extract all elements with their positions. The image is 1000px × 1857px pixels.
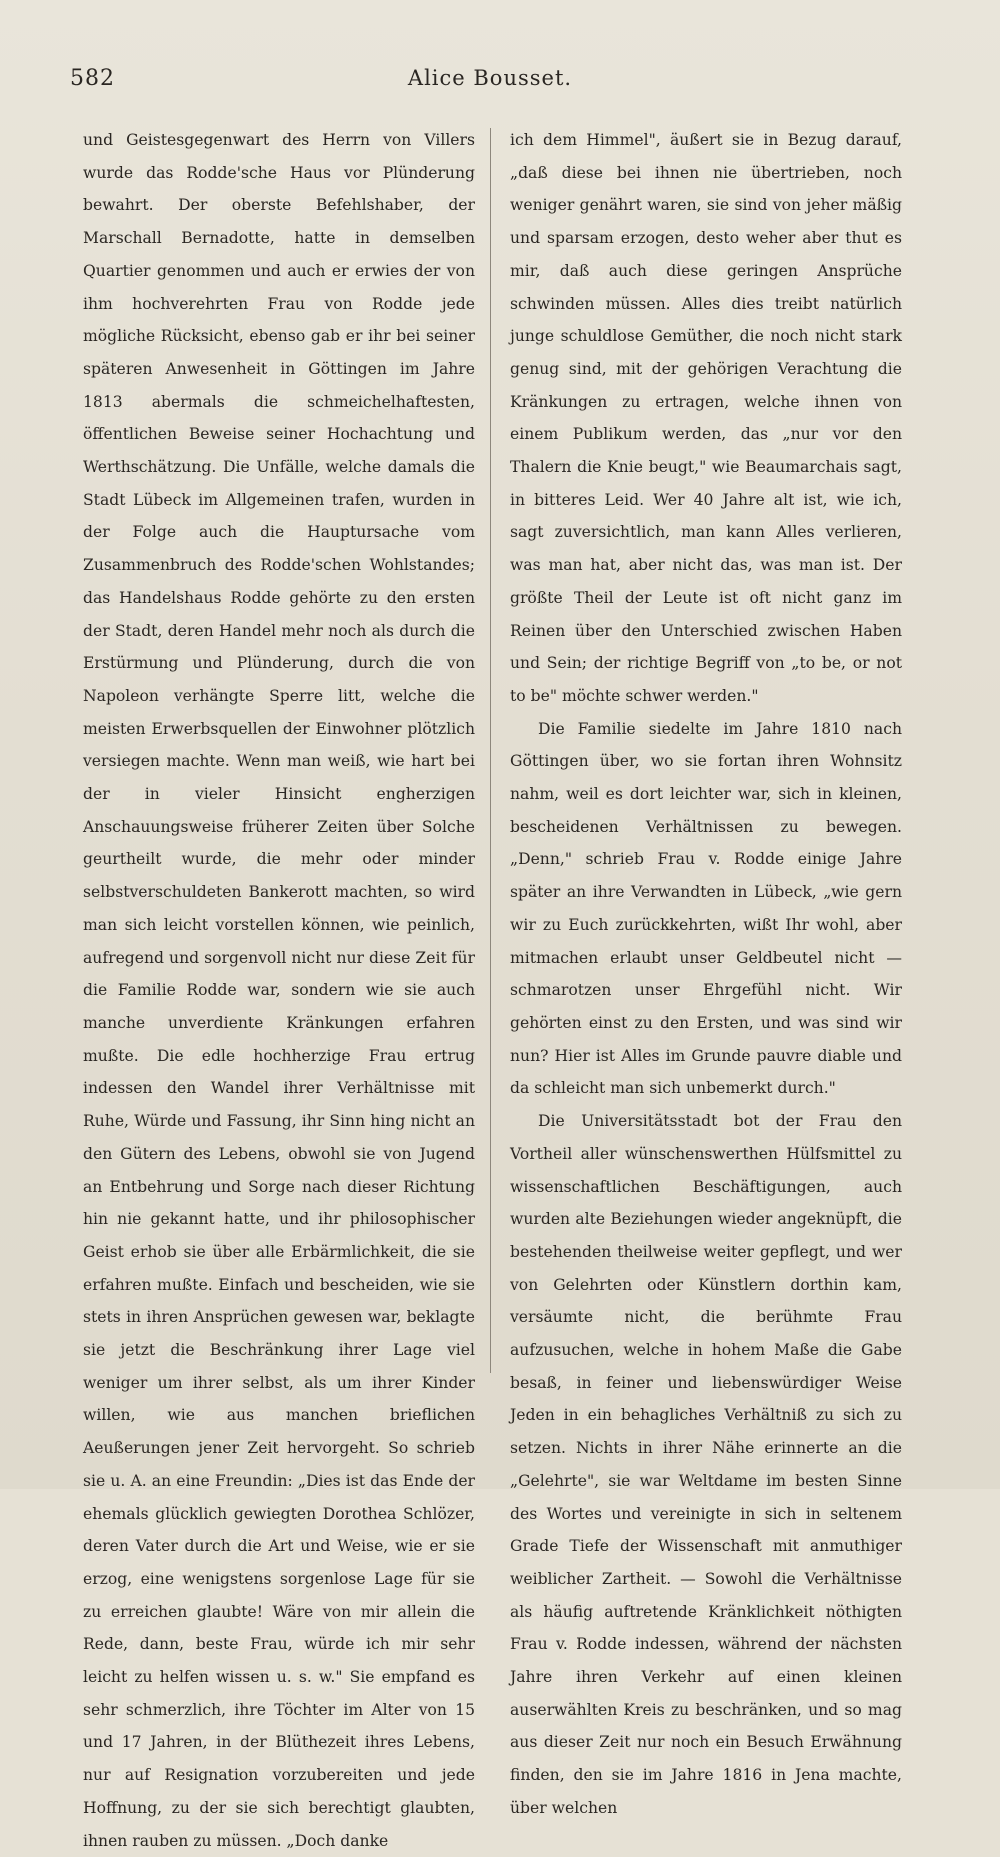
paragraph: und Geistesgegenwart des Herrn von Villers wurde das Rodde'sche Haus vor Plünderung bewahrt. Der oberste Befehlshaber, der Marschall Bernadotte, hatte in demselben Quartier genommen und auch er erwies der von ihm hochverehrten Frau von Rodde jede mögliche Rücksicht, ebenso gab er ihr bei seiner späteren Anwesenheit in Göttingen im Jahre 1813 abermals die schmeichelhaftesten, öffentlichen Beweise seiner Hochachtung und Werthschätzung. Die Unfälle, welche damals die Stadt Lübeck im Allgemeinen trafen, wurden in der Folge auch die Hauptursache vom Zusammenbruch des Rodde'schen Wohlstandes; das Handelshaus Rodde gehörte zu den ersten der Stadt, deren Handel mehr noch als durch die Erstürmung und Plünderung, durch die von Napoleon verhängte Sperre litt, welche die meisten Erwerbsquellen der Einwohner plötzlich versiegen machte. Wenn man weiß, wie hart bei der in vieler Hinsicht engherzigen Anschauungsweise früherer Zeiten über Solche geurtheilt wurde, die mehr oder minder selbstverschuldeten Bankerott machten, so wird man sich leicht vorstellen können, wie peinlich, aufregend und sorgenvoll nicht nur diese Zeit für die Familie Rodde war, sondern wie sie auch manche unverdiente Kränkungen erfahren mußte. Die edle hochherzige Frau ertrug indessen den Wandel ihrer Verhältnisse mit Ruhe, Würde und Fassung, ihr Sinn hing nicht an den Gütern des Lebens, obwohl sie von Jugend an Entbehrung und Sorge nach dieser Richtung hin nie gekannt hatte, und ihr philosophischer Geist erhob sie über alle Erbärmlichkeit, die sie erfahren mußte. Einfach und bescheiden, wie sie stets in ihren Ansprüchen gewesen war, beklagte sie jetzt die Beschränkung ihrer Lage viel weniger um ihrer selbst, als um ihrer Kinder willen, wie aus manchen brieflichen Aeußerungen jener Zeit hervorgeht. So schrieb sie u. A. an eine Freundin: „Dies ist das Ende der ehemals glücklich gewiegten Dorothea Schlözer, deren Vater durch die Art und Weise, wie er sie erzog, eine wenigstens sorgenlose Lage für sie zu erreichen glaubte! Wäre von mir allein die Rede, dann, beste Frau, würde ich mir sehr leicht zu helfen wissen u. s. w." Sie empfand es sehr schmerzlich, ihre Töchter im Alter von 15 und 17 Jahren, in der Blüthezeit ihres Lebens, nur auf Resignation vorzubereiten und jede Hoffnung, zu der sie sich berechtigt glaubten, ihnen rauben zu müssen. „Doch danke [83,131,475,1850]
paragraph: Die Familie siedelte im Jahre 1810 nach Göttingen über, wo sie fortan ihren Wohnsitz nahm, weil es dort leichter war, sich in kleinen, bescheidenen Verhältnissen zu bewegen. „Denn," schrieb Frau v. Rodde einige Jahre später an ihre Verwandten in Lübeck, „wie gern wir zu Euch zurückkehrten, wißt Ihr wohl, aber mitmachen erlaubt unser Geldbeutel nicht — schmarotzen unser Ehrgefühl nicht. Wir gehörten einst zu den Ersten, und was sind wir nun? Hier ist Alles im Grunde pauvre diable und da schleicht man sich unbemerkt durch." [510,719,902,1098]
paragraph: Die Universitätsstadt bot der Frau den Vortheil aller wünschenswerthen Hülfsmittel zu wissenschaftlichen Beschäftigungen, auch wurden alte Beziehungen wieder angeknüpft, die bestehenden theilweise weiter gepflegt, und wer von Gelehrten oder Künstlern dorthin kam, versäumte nicht, die berühmte Frau aufzusuchen, welche in hohem Maße die Gabe besaß, in feiner und liebenswürdiger Weise Jeden in ein behagliches Verhältniß zu sich zu setzen. Nichts in ihrer Nähe erinnerte an die „Gelehrte", sie war Weltdame im besten Sinne des Wortes und vereinigte in sich in seltenem Grade Tiefe der Wissenschaft mit anmuthiger weiblicher Zartheit. — Sowohl die Verhältnisse als häufig auftretende Kränklichkeit nöthigten Frau v. Rodde indessen, während der nächsten Jahre ihren Verkehr auf einen kleinen auserwählten Kreis zu beschränken, und so mag aus dieser Zeit nur noch ein Besuch Erwähnung finden, den sie im Jahre 1816 in Jena machte, über welchen [510,1112,902,1817]
page-header [70,66,910,96]
left-column [83,124,475,1857]
running-title: Alice Bousset. [407,66,573,90]
page-number: 582 [70,66,115,91]
column-divider [490,128,491,1373]
right-column [510,124,902,1825]
paragraph: ich dem Himmel", äußert sie in Bezug darauf, „daß diese bei ihnen nie übertrieben, noch weniger genährt waren, sie sind von jeher mäßig und sparsam erzogen, desto weher aber thut es mir, daß auch diese geringen Ansprüche schwinden müssen. Alles dies treibt natürlich junge schuldlose Gemüther, die noch nicht stark genug sind, mit der gehörigen Verachtung die Kränkungen zu ertragen, welche ihnen von einem Publikum werden, das „nur vor den Thalern die Knie beugt," wie Beaumarchais sagt, in bitteres Leid. Wer 40 Jahre alt ist, wie ich, sagt zuversichtlich, man kann Alles verlieren, was man hat, aber nicht das, was man ist. Der größte Theil der Leute ist oft nicht ganz im Reinen über den Unterschied zwischen Haben und Sein; der richtige Begriff von „to be, or not to be" möchte schwer werden." [510,131,902,705]
